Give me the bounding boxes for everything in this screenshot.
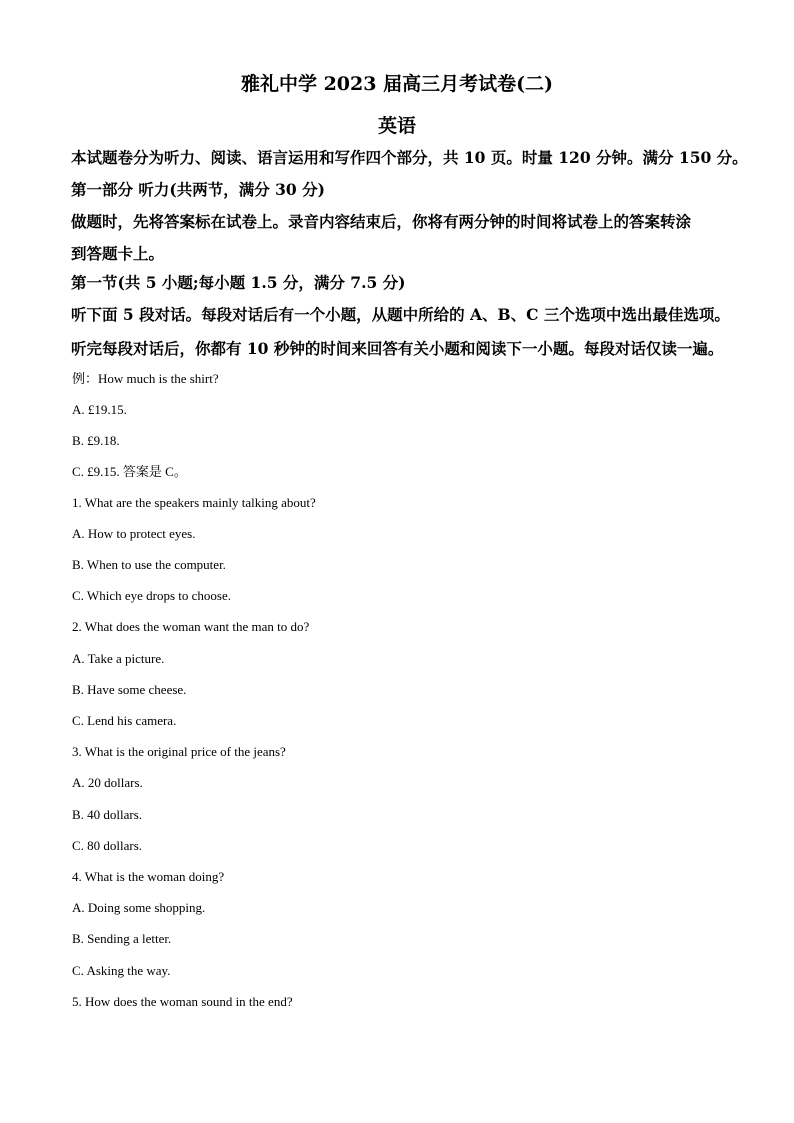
question-5-stem: 5. How does the woman sound in the end?: [72, 994, 293, 1009]
example-question: 例：How much is the shirt?: [72, 371, 219, 386]
instruction-line-2: 到答题卡上。: [71, 244, 165, 263]
subject-title: 英语: [377, 115, 416, 137]
question-2-stem: 2. What does the woman want the man to do?: [72, 619, 310, 634]
part-heading: 第一部分 听力(共两节，满分 30 分): [71, 180, 325, 199]
section-heading: 第一节(共 5 小题;每小题 1.5 分，满分 7.5 分): [71, 273, 406, 292]
question-3-option-c: C. 80 dollars.: [72, 838, 143, 853]
directions-line-1: 听下面 5 段对话。每段对话后有一个小题，从题中所给的 A、B、C 三个选项中选出最佳选项。: [71, 305, 730, 324]
exam-title: 雅礼中学 2023 届高三月考试卷(二): [240, 73, 554, 95]
instruction-line-1: 做题时，先将答案标在试卷上。录音内容结束后，你将有两分钟的时间将试卷上的答案转涂: [71, 212, 692, 231]
exam-info: 本试题卷分为听力、阅读、语言运用和写作四个部分，共 10 页。时量 120 分钟。满分 150 分。: [71, 148, 748, 167]
question-2-option-c: C. Lend his camera.: [72, 713, 177, 728]
example-option-c: C. £9.15. 答案是 C。: [72, 464, 187, 479]
directions-line-2: 听完每段对话后，你都有 10 秒钟的时间来回答有关小题和阅读下一小题。每段对话仅读一遍。: [71, 339, 724, 358]
question-4-option-b: B. Sending a letter.: [72, 931, 172, 946]
question-3-stem: 3. What is the original price of the jeans?: [72, 744, 286, 759]
question-1-option-a: A. How to protect eyes.: [72, 526, 196, 541]
question-1-option-c: C. Which eye drops to choose.: [72, 588, 231, 603]
question-4-option-a: A. Doing some shopping.: [72, 900, 206, 915]
question-3-option-b: B. 40 dollars.: [72, 807, 143, 822]
example-option-a: A. £19.15.: [72, 402, 127, 417]
question-3-option-a: A. 20 dollars.: [72, 775, 143, 790]
question-1-stem: 1. What are the speakers mainly talking about?: [72, 495, 316, 510]
question-4-stem: 4. What is the woman doing?: [72, 869, 225, 884]
example-option-b: B. £9.18.: [72, 433, 120, 448]
question-4-option-c: C. Asking the way.: [72, 963, 171, 978]
question-2-option-b: B. Have some cheese.: [72, 682, 187, 697]
question-2-option-a: A. Take a picture.: [72, 651, 165, 666]
question-1-option-b: B. When to use the computer.: [72, 557, 226, 572]
